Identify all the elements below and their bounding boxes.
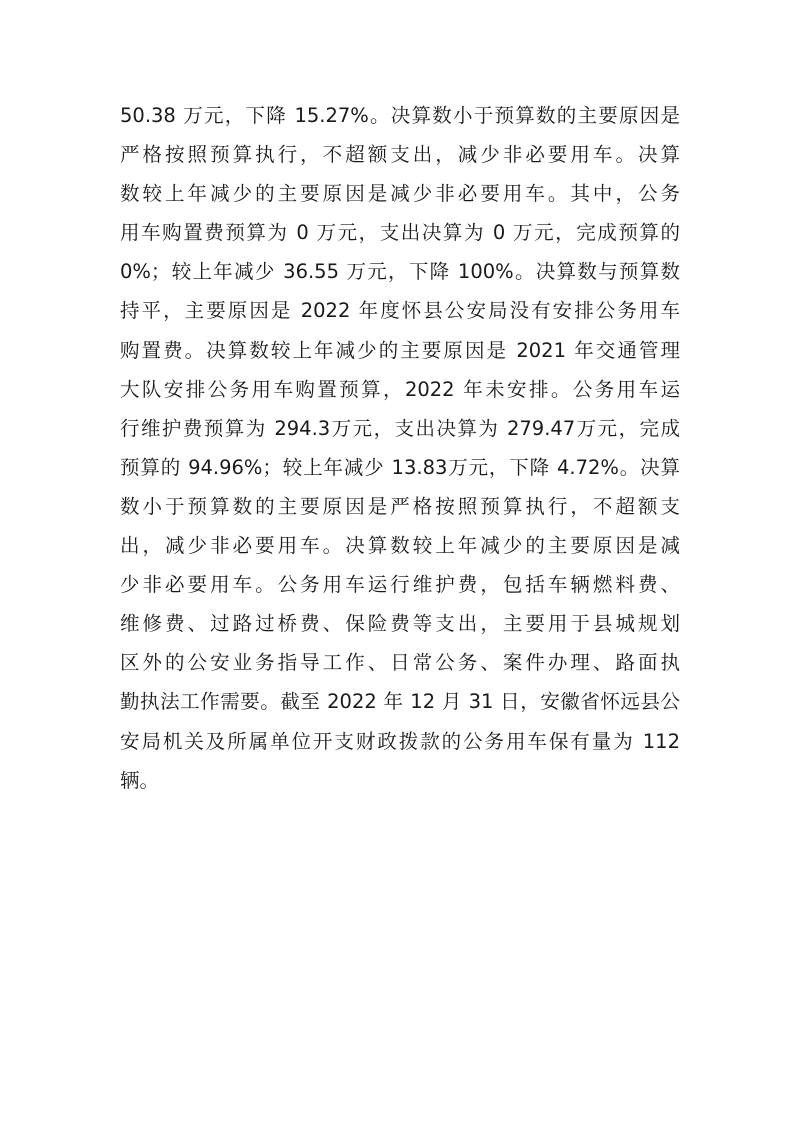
paragraph-line: 数较上年减少的主要原因是减少非必要用车。其中，公务 — [120, 182, 680, 206]
paragraph-line: 0%；较上年减少 36.55 万元，下降 100%。决算数与预算数 — [120, 260, 680, 284]
paragraph-line: 大队安排公务用车购置预算，2022 年未安排。公务用车运 — [120, 377, 680, 401]
paragraph-line: 持平，主要原因是 2022 年度怀县公安局没有安排公务用车 — [120, 299, 680, 323]
paragraph-line: 区外的公安业务指导工作、日常公务、案件办理、路面执 — [120, 651, 680, 675]
body-paragraph — [120, 96, 680, 800]
paragraph-line: 购置费。决算数较上年减少的主要原因是 2021 年交通管理 — [120, 338, 680, 362]
paragraph-line: 少非必要用车。公务用车运行维护费，包括车辆燃料费、 — [120, 573, 680, 597]
paragraph-line: 行维护费预算为 294.3万元，支出决算为 279.47万元，完成 — [120, 416, 680, 440]
paragraph-line: 预算的 94.96%；较上年减少 13.83万元，下降 4.72%。决算 — [120, 455, 680, 479]
paragraph-line: 安局机关及所属单位开支财政拨款的公务用车保有量为 112 — [120, 729, 680, 753]
paragraph-line: 辆。 — [120, 768, 160, 792]
paragraph-line: 数小于预算数的主要原因是严格按照预算执行，不超额支 — [120, 494, 680, 518]
paragraph-line: 维修费、过路过桥费、保险费等支出，主要用于县城规划 — [120, 612, 680, 636]
paragraph-line: 50.38 万元，下降 15.27%。决算数小于预算数的主要原因是 — [120, 104, 680, 127]
paragraph-line: 用车购置费预算为 0 万元，支出决算为 0 万元，完成预算的 — [120, 221, 680, 245]
paragraph-line: 勤执法工作需要。截至 2022 年 12 月 31 日，安徽省怀远县公 — [120, 690, 680, 714]
paragraph-line: 严格按照预算执行，不超额支出，减少非必要用车。决算 — [120, 143, 680, 167]
paragraph-line: 出，减少非必要用车。决算数较上年减少的主要原因是减 — [120, 534, 680, 558]
